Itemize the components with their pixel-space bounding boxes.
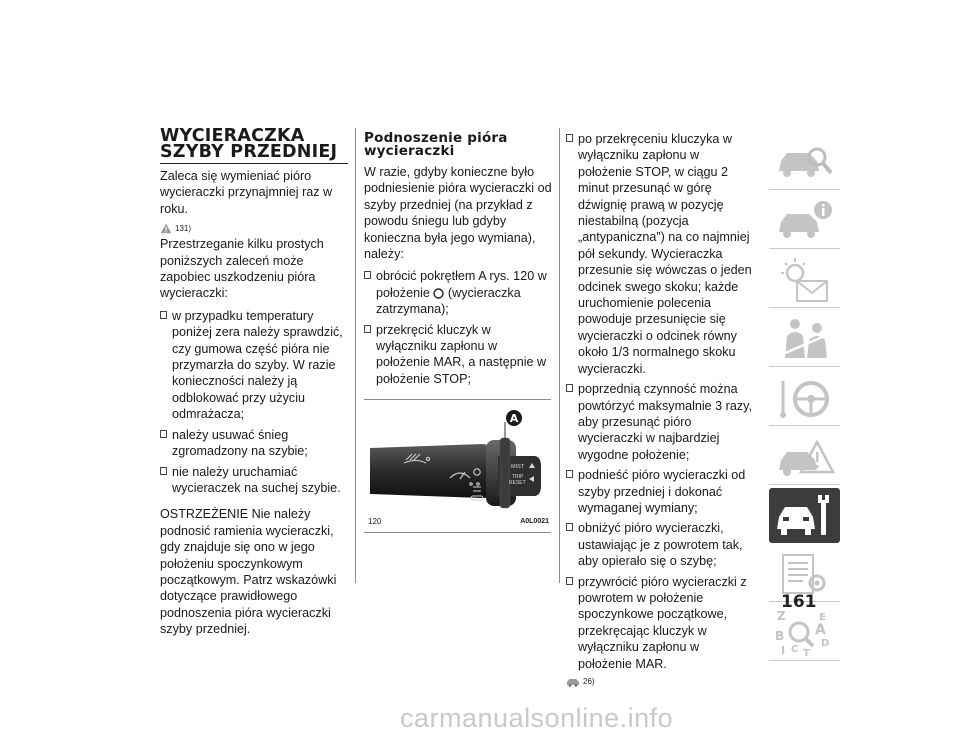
list-item: w przypadku temperatury poniżej zera należy sprawdzić, czy gumowa część pióra nie przymarzła do szyby. W razie konieczności należy ją odblokować przy użyciu odmrażacza; <box>160 308 348 423</box>
index-letter: B <box>775 629 785 643</box>
list-item: przywrócić pióro wycieraczki z powrotem w położenie spoczynkowe początkowe, przekręcając kluczyk w wyłączniku zapłonu w położenie MAR. <box>566 574 756 672</box>
callout-label: A <box>509 412 519 426</box>
reset-label: RESET <box>509 480 526 487</box>
index-letter: A <box>815 622 826 638</box>
wiper-stalk-illustration <box>364 400 551 532</box>
section-title <box>160 128 348 164</box>
note-ref-number: 26) <box>583 677 595 686</box>
warning-paragraph: OSTRZEŻENIE Nie należy podnosić ramienia wycieraczki, gdy znajduje się ono w jego położeniu spoczynkowym początkowym. Patrz wskazówki dotyczące prawidłowego podnoszenia pióra wycieraczki szyby przedniej. <box>160 507 337 637</box>
warning-ref-number: 131) <box>175 224 192 234</box>
column-1 <box>160 128 348 644</box>
index-letter: D <box>821 638 830 649</box>
checkbox-bullet-icon <box>566 523 573 531</box>
list-item: podnieść pióro wycieraczki od szyby przedniej i dokonać wymaganej wymiany; <box>566 467 756 516</box>
car-tools-icon <box>773 491 837 541</box>
column-divider <box>355 128 356 583</box>
tab-starting-driving[interactable] <box>769 370 840 426</box>
seatbelt-passenger-icon <box>773 314 837 364</box>
column-2 <box>364 128 552 533</box>
intro-paragraph: Zaleca się wymieniać pióro wycieraczki przynajmniej raz w roku. <box>160 169 333 216</box>
index-letter: I <box>781 644 786 657</box>
tab-lights[interactable] <box>769 252 840 308</box>
index-letter: E <box>819 612 826 623</box>
index-letter: T <box>803 648 810 658</box>
section-title-line1: WYCIERACZKA <box>160 126 305 146</box>
figure-wiper-stalk <box>364 399 551 533</box>
watermark: carmanualsonline.info <box>400 703 674 733</box>
list-item: przekręcić kluczyk w wyłączniku zapłonu w położenie MAR, a następnie w położenie STOP; <box>364 322 552 388</box>
column-3 <box>566 131 756 689</box>
trip-label: TRIP <box>512 474 524 481</box>
list-item: obrócić pokrętłem A rys. 120 w położenie (wycieraczka zatrzymana); <box>364 268 552 317</box>
tab-emergency[interactable] <box>769 429 840 485</box>
checkbox-bullet-icon <box>566 470 573 478</box>
checkbox-bullet-icon <box>566 384 573 392</box>
note-reference <box>566 677 756 687</box>
lights-mail-icon <box>773 255 837 305</box>
list-item: po przekręceniu kluczyka w wyłączniku zapłonu w położenie STOP, w ciągu 2 minut przesunąć w górę dźwignię prawą w pozycję niestabilną (pozycja „antypaniczna”) na co najmniej pół sekundy. Wycieraczka przesunie się wówczas o jeden odcinek swego skoku; każde uruchomienie polecenia powoduje przesunięcie się wycieraczki o odcinek równy około 1/3 normalnego skoku wycieraczki. <box>566 131 756 377</box>
checkbox-bullet-icon <box>566 134 573 142</box>
warning-triangle-icon <box>160 223 172 234</box>
figure-code: A0L0021 <box>520 517 549 525</box>
steering-wheel-icon <box>773 373 837 423</box>
tab-know-vehicle[interactable] <box>769 193 840 249</box>
checkbox-bullet-icon <box>364 325 371 333</box>
tab-dashboard[interactable] <box>769 134 840 190</box>
subsection-title-line1: Podnoszenie pióra <box>364 130 508 146</box>
checkbox-bullet-icon <box>160 430 167 438</box>
subsection-title <box>364 132 552 158</box>
mist-label: MIST <box>511 464 525 471</box>
checkbox-bullet-icon <box>566 577 573 585</box>
tab-index[interactable] <box>769 605 840 661</box>
tab-maintenance[interactable] <box>769 488 840 543</box>
figure-number: 120 <box>368 516 382 526</box>
list-item: nie należy uruchamiać wycieraczek na suchej szybie. <box>160 464 348 497</box>
list-item: obniżyć pióro wycieraczki, ustawiając je z powrotem tak, aby opierało się o szybę; <box>566 520 756 569</box>
chapter-tabs <box>769 134 840 664</box>
checkbox-bullet-icon <box>364 271 371 279</box>
checkbox-bullet-icon <box>160 467 167 475</box>
section-title-line2: SZYBY PRZEDNIEJ <box>160 142 338 162</box>
warning-reference <box>160 223 348 234</box>
intro-paragraph: W razie, gdyby konieczne było podniesienie pióra wycieraczki od szyby przedniej (na przykład z powodu śniegu lub gdyby konieczna była jego wymiana), należy: <box>364 165 552 262</box>
lead-paragraph: Przestrzeganie kilku prostych poniższych zaleceń może zapobiec uszkodzeniu pióra wycieraczki: <box>160 237 324 301</box>
car-info-icon <box>773 196 837 246</box>
index-letters-icon <box>773 608 837 658</box>
column-divider <box>559 128 560 583</box>
wiper-off-position-icon <box>433 288 444 299</box>
checkbox-bullet-icon <box>160 311 167 319</box>
page-number: 161 <box>781 592 817 612</box>
list-item: poprzednią czynność można powtórzyć maksymalnie 3 razy, aby przesunąć pióro wycieraczki w najbardziej wygodne położenie; <box>566 381 756 463</box>
car-warning-icon <box>773 432 837 482</box>
index-letter: C <box>791 644 799 655</box>
car-note-icon <box>566 677 580 687</box>
list-item: należy usuwać śnieg zgromadzony na szybie; <box>160 427 348 460</box>
car-search-icon <box>773 137 837 187</box>
index-letter: Z <box>777 609 786 623</box>
subsection-title-line2: wycieraczki <box>364 143 455 159</box>
tab-safety[interactable] <box>769 311 840 367</box>
